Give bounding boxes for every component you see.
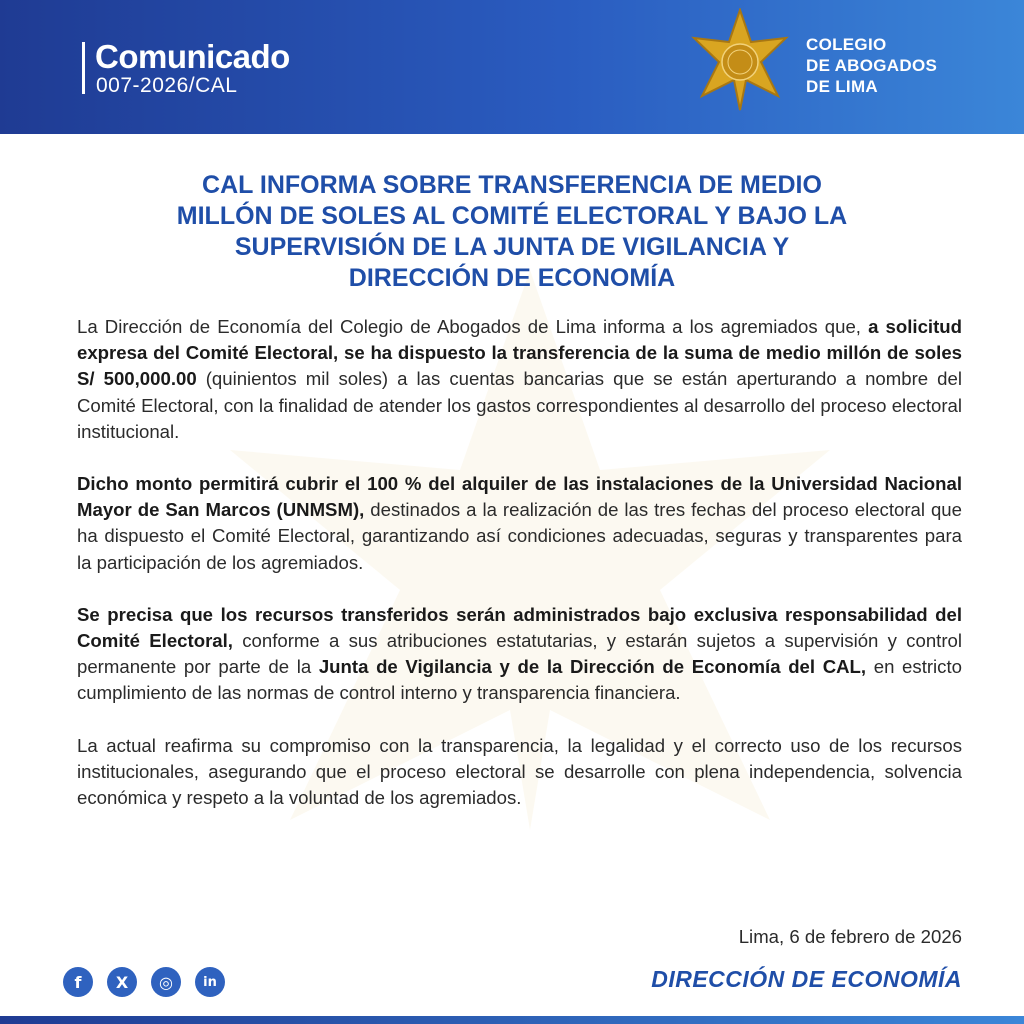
paragraph-3 — [77, 602, 962, 707]
communique-title: Comunicado — [95, 38, 290, 75]
linkedin-icon[interactable]: in — [195, 967, 225, 997]
org-line: COLEGIO — [806, 35, 887, 54]
bold-run: a solicitud expresa del Comité Electoral, se ha dispuesto la transferencia de la suma de medio millón de soles S/ 500,000.00 — [77, 316, 962, 390]
organization-name — [806, 34, 937, 97]
date-line: Lima, 6 de febrero de 2026 — [738, 926, 962, 947]
title-divider — [82, 42, 85, 94]
org-line: DE LIMA — [806, 77, 878, 96]
communique-number: 007-2026/CAL — [96, 74, 238, 97]
headline-line: SUPERVISIÓN DE LA JUNTA DE VIGILANCIA Y — [234, 233, 790, 261]
paragraph-2 — [77, 471, 962, 576]
bold-run: Dicho monto permitirá cubrir el 100 % del alquiler de las instalaciones de la Universidad Nacional Mayor de San Marcos (UNMSM), — [77, 473, 962, 521]
footer-bar — [0, 1016, 1024, 1024]
headline-line: MILLÓN DE SOLES AL COMITÉ ELECTORAL Y BAJO LA — [176, 202, 848, 230]
instagram-icon[interactable]: ◎ — [151, 967, 181, 997]
org-line: DE ABOGADOS — [806, 56, 938, 75]
text-run: (quinientos mil soles) a las cuentas bancarias que se están aperturando a nombre del Comité Electoral, con la finalidad de atender los gastos correspondientes al desarrollo del proceso electoral institucional. — [77, 368, 962, 442]
text-run: La Dirección de Economía del Colegio de Abogados de Lima informa a los agremiados que, — [77, 316, 869, 337]
facebook-icon[interactable]: f — [63, 967, 93, 997]
gold-star-seal-icon — [690, 8, 790, 112]
text-run: en estricto cumplimiento de las normas de control interno y transparencia financiera. — [77, 656, 962, 704]
text-run: destinados a la realización de las tres fechas del proceso electoral que ha dispuesto el Comité Electoral, garantizando así condiciones adecuadas, seguras y transparentes para la participación de los agremiados. — [77, 499, 962, 573]
signoff: DIRECCIÓN DE ECONOMÍA — [651, 966, 962, 992]
bold-run: Se precisa que los recursos transferidos serán administrados bajo exclusiva responsabilidad del Comité Electoral, — [77, 603, 962, 652]
headline-line: DIRECCIÓN DE ECONOMÍA — [348, 264, 676, 292]
social-links — [63, 967, 225, 997]
header-banner — [0, 0, 1024, 134]
x-icon[interactable]: X — [107, 967, 137, 997]
bold-run: Junta de Vigilancia y de la Dirección de Economía del CAL, — [318, 656, 867, 678]
headline-line: CAL INFORMA SOBRE TRANSFERENCIA DE MEDIO — [202, 171, 822, 199]
headline — [70, 170, 954, 294]
communique-body — [77, 314, 962, 837]
paragraph-1 — [77, 314, 962, 445]
text-run: conforme a sus atribuciones estatutarias, y estarán sujetos a supervisión y control permanente por parte de la — [77, 630, 962, 678]
paragraph-4: La actual reafirma su compromiso con la transparencia, la legalidad y el correcto uso de los recursos institucionales, asegurando que el proceso electoral se desarrolle con plena independencia, solvencia económica y respeto a la voluntad de los agremiados. — [77, 734, 962, 809]
